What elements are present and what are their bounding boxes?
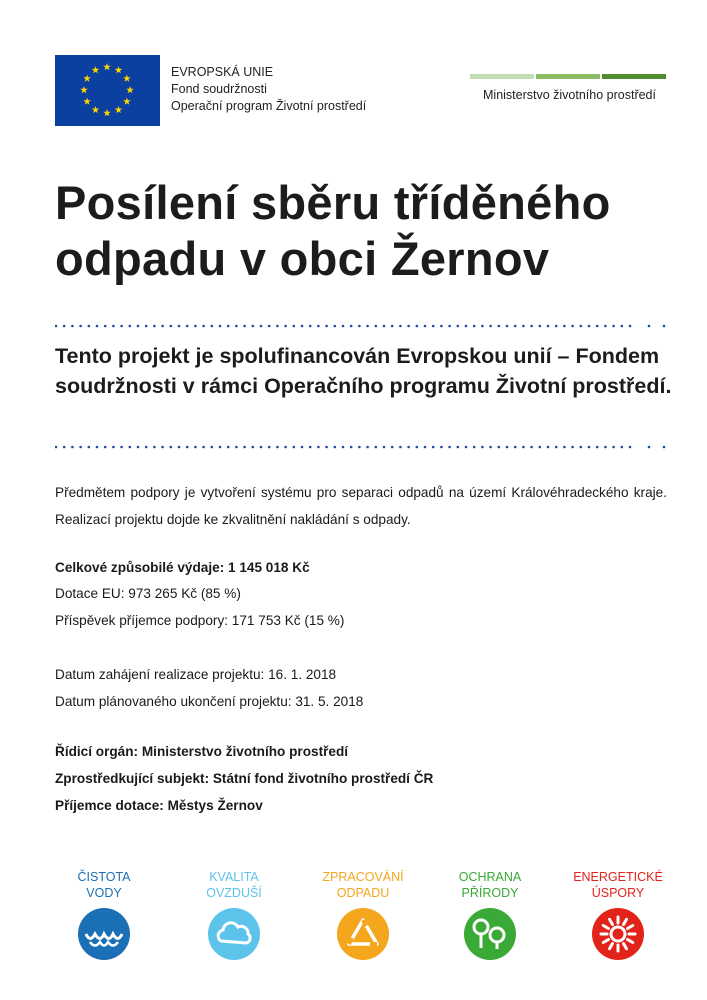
water-icon bbox=[77, 907, 131, 961]
divider-dot bbox=[358, 325, 361, 328]
divider-dot bbox=[440, 446, 443, 449]
divider-dot bbox=[227, 446, 230, 449]
icon-label-line1: KVALITA bbox=[209, 870, 259, 884]
icon-label-line2: OVZDUŠÍ bbox=[206, 886, 262, 900]
divider-dot bbox=[219, 446, 222, 449]
divider-dot bbox=[153, 325, 156, 328]
divider-dot bbox=[473, 446, 476, 449]
divider-dot bbox=[260, 446, 263, 449]
divider-dot bbox=[325, 325, 328, 328]
divider-dot bbox=[604, 446, 607, 449]
divider-dot bbox=[88, 446, 91, 449]
divider-dot bbox=[268, 446, 271, 449]
divider-dot bbox=[489, 446, 492, 449]
divider-dot bbox=[547, 446, 550, 449]
recycle-icon bbox=[336, 907, 390, 961]
divider-dot bbox=[268, 325, 271, 328]
divider-dot bbox=[391, 325, 394, 328]
divider-dot bbox=[596, 325, 599, 328]
trees-icon bbox=[463, 907, 517, 961]
divider-dot bbox=[481, 325, 484, 328]
divider-dot bbox=[170, 325, 173, 328]
divider-dot bbox=[432, 446, 435, 449]
divider-dot bbox=[252, 446, 255, 449]
ministry-name: Ministerstvo životního prostředí bbox=[483, 88, 656, 102]
divider-dot bbox=[161, 325, 164, 328]
divider-dot bbox=[186, 446, 189, 449]
divider-dot bbox=[448, 446, 451, 449]
eu-star bbox=[115, 106, 123, 113]
divider-dot bbox=[260, 325, 263, 328]
divider-dot bbox=[571, 325, 574, 328]
divider-dot bbox=[317, 446, 320, 449]
divider-dot bbox=[612, 325, 615, 328]
divider-dot bbox=[284, 446, 287, 449]
divider-dot bbox=[465, 325, 468, 328]
eu-star bbox=[115, 66, 123, 73]
divider-dot bbox=[580, 325, 583, 328]
divider-dot bbox=[293, 325, 296, 328]
divider-dot bbox=[350, 446, 353, 449]
divider-dot bbox=[161, 446, 164, 449]
divider-dot bbox=[120, 446, 123, 449]
divider-dot bbox=[55, 325, 57, 328]
divider-dot bbox=[416, 325, 419, 328]
divider-dot bbox=[514, 325, 517, 328]
total-eligible-costs: Celkové způsobilé výdaje: 1 145 018 Kč bbox=[55, 560, 310, 575]
divider-dot bbox=[391, 446, 394, 449]
ministry-bar-mid bbox=[536, 74, 600, 79]
eu-star bbox=[123, 98, 131, 105]
sun-icon bbox=[591, 907, 645, 961]
divider-dot bbox=[129, 446, 132, 449]
divider-dot bbox=[498, 446, 501, 449]
divider-dot bbox=[522, 325, 525, 328]
project-description: Předmětem podpory je vytvoření systému pro separaci odpadů na území Královéhradeckého kraje. Realizací projektu dojde ke zkvalitnění nakládání s odpady. bbox=[55, 485, 667, 527]
divider-dot bbox=[178, 325, 181, 328]
divider-dot bbox=[211, 325, 214, 328]
divider-dot bbox=[498, 325, 501, 328]
icon-water-quality bbox=[44, 869, 164, 961]
dotted-divider-top bbox=[55, 323, 667, 329]
divider-dot bbox=[555, 446, 558, 449]
divider-dot bbox=[514, 446, 517, 449]
icon-label-line1: ZPRACOVÁNÍ bbox=[322, 870, 404, 884]
icon-label-line1: ENERGETICKÉ bbox=[573, 870, 663, 884]
divider-dot bbox=[243, 446, 246, 449]
divider-dot bbox=[530, 446, 533, 449]
divider-dot bbox=[555, 325, 558, 328]
divider-dot bbox=[563, 446, 566, 449]
divider-dot bbox=[629, 325, 632, 328]
divider-dot bbox=[448, 325, 451, 328]
ministry-logo-bars bbox=[470, 74, 666, 79]
divider-dot bbox=[473, 325, 476, 328]
intermediary-body: Zprostředkující subjekt: Státní fond životního prostředí ČR bbox=[55, 771, 434, 786]
eu-line-2: Fond soudržnosti bbox=[171, 82, 267, 96]
icon-label-line2: VODY bbox=[86, 886, 122, 900]
divider-dot bbox=[325, 446, 328, 449]
divider-dot bbox=[342, 325, 345, 328]
divider-dot bbox=[432, 325, 435, 328]
divider-dot bbox=[211, 446, 214, 449]
divider-dot bbox=[648, 325, 651, 328]
divider-dot bbox=[629, 446, 632, 449]
icon-energy-savings bbox=[558, 869, 678, 961]
divider-dot bbox=[186, 325, 189, 328]
divider-dot bbox=[663, 446, 666, 449]
divider-dot bbox=[465, 446, 468, 449]
divider-dot bbox=[153, 446, 156, 449]
divider-dot bbox=[235, 325, 238, 328]
divider-dot bbox=[137, 446, 140, 449]
divider-dot bbox=[506, 325, 509, 328]
divider-dot bbox=[276, 446, 279, 449]
divider-dot bbox=[71, 446, 74, 449]
divider-dot bbox=[227, 325, 230, 328]
divider-dot bbox=[530, 325, 533, 328]
eu-star bbox=[83, 98, 91, 105]
divider-dot bbox=[539, 446, 542, 449]
divider-dot bbox=[276, 325, 279, 328]
eu-fund-text bbox=[171, 64, 366, 115]
divider-dot bbox=[284, 325, 287, 328]
divider-dot bbox=[580, 446, 583, 449]
divider-dot bbox=[366, 325, 369, 328]
divider-dot bbox=[481, 446, 484, 449]
icon-label-line2: PŘÍRODY bbox=[461, 886, 519, 900]
divider-dot bbox=[416, 446, 419, 449]
divider-dot bbox=[202, 325, 205, 328]
icon-label-line2: ODPADU bbox=[336, 886, 390, 900]
divider-dot bbox=[588, 325, 591, 328]
eu-star bbox=[103, 63, 111, 70]
divider-dot bbox=[129, 325, 132, 328]
dotted-divider-bottom bbox=[55, 444, 667, 450]
divider-dot bbox=[194, 325, 197, 328]
recipient-contribution: Příspěvek příjemce podpory: 171 753 Kč (15 %) bbox=[55, 613, 345, 628]
eu-star bbox=[103, 109, 111, 116]
divider-dot bbox=[112, 325, 115, 328]
title-line-1: Posílení sběru tříděného bbox=[55, 176, 611, 229]
divider-dot bbox=[145, 325, 148, 328]
divider-dot bbox=[621, 325, 624, 328]
divider-dot bbox=[71, 325, 74, 328]
divider-dot bbox=[252, 325, 255, 328]
eu-flag-logo bbox=[55, 55, 160, 126]
divider-dot bbox=[96, 446, 99, 449]
divider-dot bbox=[621, 446, 624, 449]
divider-dot bbox=[522, 446, 525, 449]
divider-dot bbox=[104, 325, 107, 328]
divider-dot bbox=[571, 446, 574, 449]
divider-dot bbox=[375, 446, 378, 449]
divider-dot bbox=[407, 325, 410, 328]
divider-dot bbox=[663, 325, 666, 328]
icon-nature-protection bbox=[430, 869, 550, 961]
divider-dot bbox=[383, 446, 386, 449]
divider-dot bbox=[547, 325, 550, 328]
ministry-bar-dark bbox=[602, 74, 666, 79]
divider-dot bbox=[489, 325, 492, 328]
divider-dot bbox=[457, 325, 460, 328]
divider-dot bbox=[194, 446, 197, 449]
divider-dot bbox=[79, 446, 82, 449]
divider-dot bbox=[588, 446, 591, 449]
icon-label-line2: ÚSPORY bbox=[591, 886, 645, 900]
subsidy-recipient: Příjemce dotace: Městys Žernov bbox=[55, 798, 263, 813]
eu-star bbox=[123, 75, 131, 82]
divider-dot bbox=[219, 325, 222, 328]
eu-stars-icon bbox=[55, 55, 160, 126]
eu-star bbox=[92, 66, 100, 73]
divider-dot bbox=[334, 446, 337, 449]
divider-dot bbox=[112, 446, 115, 449]
icon-waste-processing bbox=[303, 869, 423, 961]
divider-dot bbox=[399, 325, 402, 328]
divider-dot bbox=[63, 325, 66, 328]
divider-dot bbox=[383, 325, 386, 328]
divider-dot bbox=[539, 325, 542, 328]
divider-dot bbox=[375, 325, 378, 328]
start-date: Datum zahájení realizace projektu: 16. 1. 2018 bbox=[55, 667, 337, 682]
divider-dot bbox=[596, 446, 599, 449]
eu-star bbox=[83, 75, 91, 82]
icon-air-quality bbox=[174, 869, 294, 961]
divider-dot bbox=[178, 446, 181, 449]
divider-dot bbox=[202, 446, 205, 449]
divider-dot bbox=[145, 446, 148, 449]
divider-dot bbox=[440, 325, 443, 328]
divider-dot bbox=[563, 325, 566, 328]
end-date: Datum plánovaného ukončení projektu: 31. 5. 2018 bbox=[55, 694, 364, 709]
divider-dot bbox=[137, 325, 140, 328]
divider-dot bbox=[424, 325, 427, 328]
divider-dot bbox=[350, 325, 353, 328]
cloud-icon bbox=[207, 907, 261, 961]
eu-star bbox=[92, 106, 100, 113]
divider-dot bbox=[358, 446, 361, 449]
ministry-bar-light bbox=[470, 74, 534, 79]
divider-dot bbox=[457, 446, 460, 449]
divider-dot bbox=[301, 325, 304, 328]
divider-dot bbox=[79, 325, 82, 328]
divider-dot bbox=[170, 446, 173, 449]
eu-line-1: EVROPSKÁ UNIE bbox=[171, 65, 274, 79]
eu-subsidy: Dotace EU: 973 265 Kč (85 %) bbox=[55, 586, 241, 601]
icon-label-line1: ČISTOTA bbox=[77, 870, 131, 884]
divider-dot bbox=[604, 325, 607, 328]
divider-dot bbox=[235, 446, 238, 449]
divider-dot bbox=[120, 325, 123, 328]
divider-dot bbox=[301, 446, 304, 449]
divider-dot bbox=[648, 446, 651, 449]
icon-label-line1: OCHRANA bbox=[458, 870, 522, 884]
divider-dot bbox=[399, 446, 402, 449]
divider-dot bbox=[55, 446, 57, 449]
managing-authority: Řídicí orgán: Ministerstvo životního prostředí bbox=[55, 744, 349, 759]
divider-dot bbox=[243, 325, 246, 328]
divider-dot bbox=[334, 325, 337, 328]
divider-dot bbox=[342, 446, 345, 449]
divider-dot bbox=[424, 446, 427, 449]
divider-dot bbox=[309, 325, 312, 328]
divider-dot bbox=[612, 446, 615, 449]
divider-dot bbox=[293, 446, 296, 449]
eu-line-3: Operační program Životní prostředí bbox=[171, 99, 367, 113]
divider-dot bbox=[88, 325, 91, 328]
eu-star bbox=[80, 86, 88, 93]
divider-dot bbox=[96, 325, 99, 328]
page-title bbox=[55, 175, 675, 287]
eu-star bbox=[126, 86, 134, 93]
divider-dot bbox=[63, 446, 66, 449]
divider-dot bbox=[506, 446, 509, 449]
divider-dot bbox=[104, 446, 107, 449]
title-line-2: odpadu v obci Žernov bbox=[55, 232, 550, 285]
cofinancing-statement: Tento projekt je spolufinancován Evropskou unií – Fondem soudržnosti v rámci Operačního programu Životní prostředí. bbox=[55, 344, 672, 398]
divider-dot bbox=[407, 446, 410, 449]
divider-dot bbox=[317, 325, 320, 328]
divider-dot bbox=[366, 446, 369, 449]
divider-dot bbox=[309, 446, 312, 449]
